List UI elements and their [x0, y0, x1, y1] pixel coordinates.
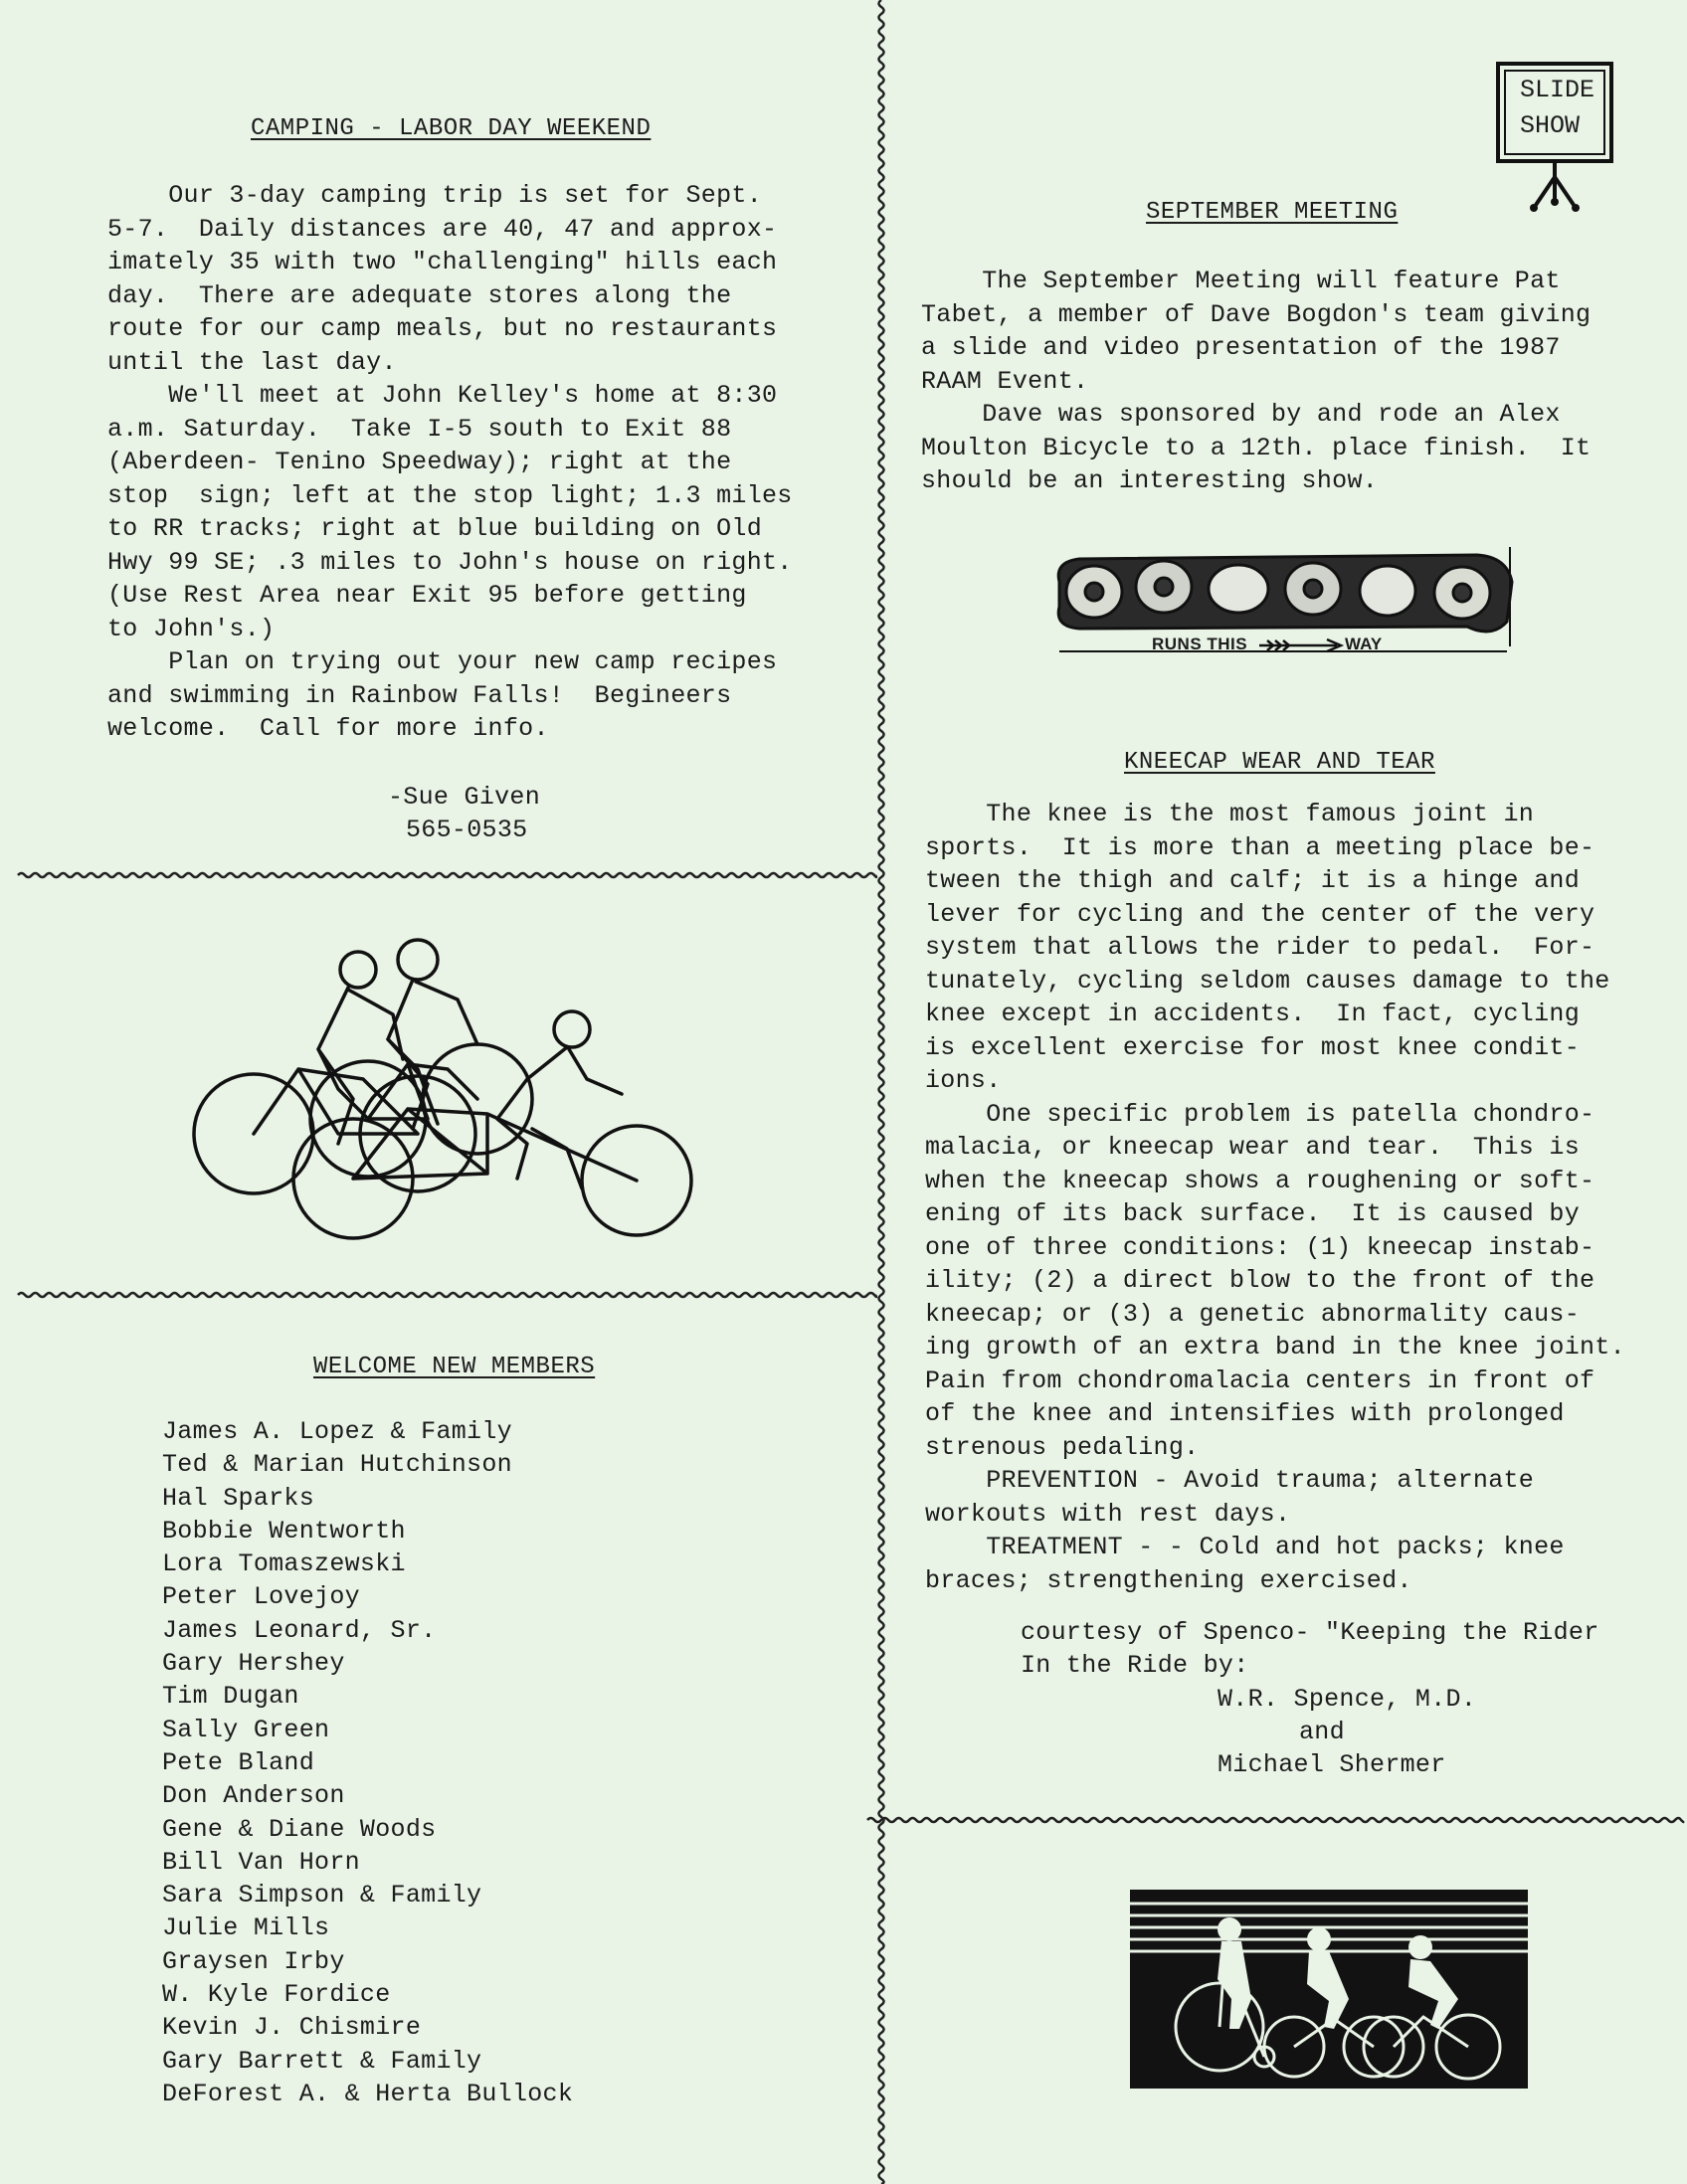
camping-line: until the last day.	[107, 347, 397, 377]
chain-caption-way: WAY	[1345, 635, 1383, 653]
slide-show-label-1: SLIDE	[1520, 76, 1595, 104]
camping-line: and swimming in Rainbow Falls! Begineers	[107, 680, 732, 710]
camping-body	[107, 179, 793, 746]
september-line: RAAM Event.	[921, 366, 1089, 396]
kneecap-line: ening of its back surface. It is caused by	[925, 1199, 1581, 1228]
member-list-item: Gary Hershey	[162, 1649, 345, 1679]
member-list-item: Pete Bland	[162, 1747, 315, 1777]
kneecap-line: lever for cycling and the center of the very	[925, 899, 1595, 929]
kneecap-and: and	[1299, 1718, 1345, 1746]
member-list-item: Graysen Irby	[162, 1946, 345, 1976]
kneecap-line: ility; (2) a direct blow to the front of the	[925, 1266, 1595, 1295]
kneecap-line: PREVENTION - Avoid trauma; alternate	[925, 1466, 1535, 1495]
kneecap-line: kneecap; or (3) a genetic abnormality caus-	[925, 1299, 1581, 1329]
camping-signature-name: -Sue Given	[388, 783, 541, 812]
kneecap-line: The knee is the most famous joint in	[925, 800, 1535, 828]
horizontal-wavy-divider-mid-left	[18, 1293, 876, 1297]
september-line: Moulton Bicycle to a 12th. place finish. It	[921, 433, 1592, 462]
member-list-item: Don Anderson	[162, 1781, 345, 1811]
kneecap-line: braces; strengthening exercised.	[925, 1565, 1412, 1595]
horizontal-wavy-divider-right	[867, 1818, 1683, 1822]
vertical-wavy-divider	[879, 0, 884, 2184]
kneecap-line: when the kneecap shows a roughening or soft-	[925, 1166, 1595, 1195]
september-line: Dave was sponsored by and rode an Alex	[921, 400, 1561, 429]
member-list-item: Sara Simpson & Family	[162, 1881, 482, 1911]
member-list-item: Tim Dugan	[162, 1682, 299, 1712]
kneecap-courtesy-line1: courtesy of Spenco- "Keeping the Rider	[1021, 1618, 1599, 1647]
member-list-item: Kevin J. Chismire	[162, 2013, 422, 2043]
kneecap-body	[925, 798, 1625, 1597]
horizontal-wavy-divider-top-left	[18, 873, 876, 877]
september-line: should be an interesting show.	[921, 466, 1379, 495]
member-list-item: Sally Green	[162, 1715, 330, 1744]
member-list-item: Bill Van Horn	[162, 1847, 360, 1877]
member-list-item: Peter Lovejoy	[162, 1582, 360, 1612]
member-list-item: Julie Mills	[162, 1913, 330, 1943]
member-list-item: W. Kyle Fordice	[162, 1980, 391, 2010]
september-heading: SEPTEMBER MEETING	[1146, 199, 1399, 226]
kneecap-courtesy-line2: In the Ride by:	[1021, 1651, 1249, 1680]
camping-signature-phone: 565-0535	[406, 816, 528, 844]
kneecap-line: strenous pedaling.	[925, 1432, 1200, 1462]
kneecap-line: system that allows the rider to pedal. For-	[925, 933, 1595, 962]
cyclists-illustration	[189, 920, 706, 1258]
kneecap-line: tween the thigh and calf; it is a hinge and	[925, 866, 1581, 895]
kneecap-line: tunately, cycling seldom causes damage to the	[925, 966, 1610, 996]
kneecap-heading: KNEECAP WEAR AND TEAR	[1124, 749, 1435, 776]
kneecap-line: ing growth of an extra band in the knee joint.	[925, 1333, 1625, 1362]
camping-line: (Aberdeen- Tenino Speedway); right at the	[107, 448, 732, 476]
member-list-item: Hal Sparks	[162, 1483, 315, 1513]
camping-line: 5-7. Daily distances are 40, 47 and approx-	[107, 214, 778, 244]
member-list-item: Bobbie Wentworth	[162, 1516, 406, 1546]
kneecap-line: Pain from chondromalacia centers in front of	[925, 1365, 1595, 1395]
camping-line: stop sign; left at the stop light; 1.3 miles	[107, 480, 793, 510]
member-list-item: Lora Tomaszewski	[162, 1549, 406, 1579]
september-line: Tabet, a member of Dave Bogdon's team giving	[921, 299, 1592, 329]
camping-line: a.m. Saturday. Take I-5 south to Exit 88	[107, 414, 732, 444]
camping-line: We'll meet at John Kelley's home at 8:30	[107, 381, 778, 410]
camping-heading: CAMPING - LABOR DAY WEEKEND	[251, 115, 652, 142]
camping-line: (Use Rest Area near Exit 95 before getting	[107, 581, 747, 610]
kneecap-author-1: W.R. Spence, M.D.	[1218, 1685, 1477, 1714]
september-body	[921, 265, 1591, 498]
member-list-item: James A. Lopez & Family	[162, 1417, 512, 1446]
september-line: The September Meeting will feature Pat	[921, 267, 1561, 295]
camping-line: welcome. Call for more info.	[107, 714, 549, 743]
september-line: a slide and video presentation of the 1987	[921, 333, 1561, 362]
kneecap-line: ions.	[925, 1066, 1002, 1095]
kneecap-author-2: Michael Shermer	[1218, 1750, 1446, 1779]
new-members-list	[162, 1415, 573, 2110]
camping-line: route for our camp meals, but no restaurants	[107, 314, 778, 343]
kneecap-line: is excellent exercise for most knee condit-	[925, 1032, 1581, 1062]
chain-caption-runs: RUNS THIS	[1152, 635, 1248, 653]
member-list-item: Gene & Diane Woods	[162, 1814, 437, 1844]
welcome-heading: WELCOME NEW MEMBERS	[313, 1354, 596, 1380]
kneecap-line: TREATMENT - - Cold and hot packs; knee	[925, 1533, 1565, 1561]
member-list-item: DeForest A. & Herta Bullock	[162, 2079, 574, 2108]
slide-show-easel	[1494, 60, 1615, 169]
camping-line: day. There are adequate stores along the	[107, 280, 732, 310]
camping-line: Our 3-day camping trip is set for Sept.	[107, 181, 763, 210]
slide-show-label-2: SHOW	[1520, 111, 1581, 140]
member-list-item: Ted & Marian Hutchinson	[162, 1450, 512, 1480]
kneecap-line: workouts with rest days.	[925, 1499, 1291, 1529]
camping-line: Hwy 99 SE; .3 miles to John's house on right.	[107, 547, 793, 577]
member-list-item: Gary Barrett & Family	[162, 2046, 482, 2076]
arrow-right-icon	[1257, 637, 1345, 653]
kneecap-line: of the knee and intensifies with prolonged	[925, 1399, 1565, 1428]
camping-line: Plan on trying out your new camp recipes	[107, 647, 778, 676]
camping-line: imately 35 with two "challenging" hills each	[107, 248, 778, 276]
camping-line: to John's.)	[107, 614, 276, 643]
kneecap-line: malacia, or kneecap wear and tear. This is	[925, 1133, 1581, 1162]
kneecap-line: one of three conditions: (1) kneecap instab-	[925, 1232, 1595, 1262]
kneecap-line: sports. It is more than a meeting place be-	[925, 832, 1595, 862]
kneecap-line: One specific problem is patella chondro-	[925, 1099, 1595, 1129]
camping-line: to RR tracks; right at blue building on Old	[107, 514, 763, 543]
silhouette-cyclists-logo	[1130, 1890, 1528, 2089]
member-list-item: James Leonard, Sr.	[162, 1615, 437, 1645]
kneecap-line: knee except in accidents. In fact, cycling	[925, 1000, 1581, 1028]
